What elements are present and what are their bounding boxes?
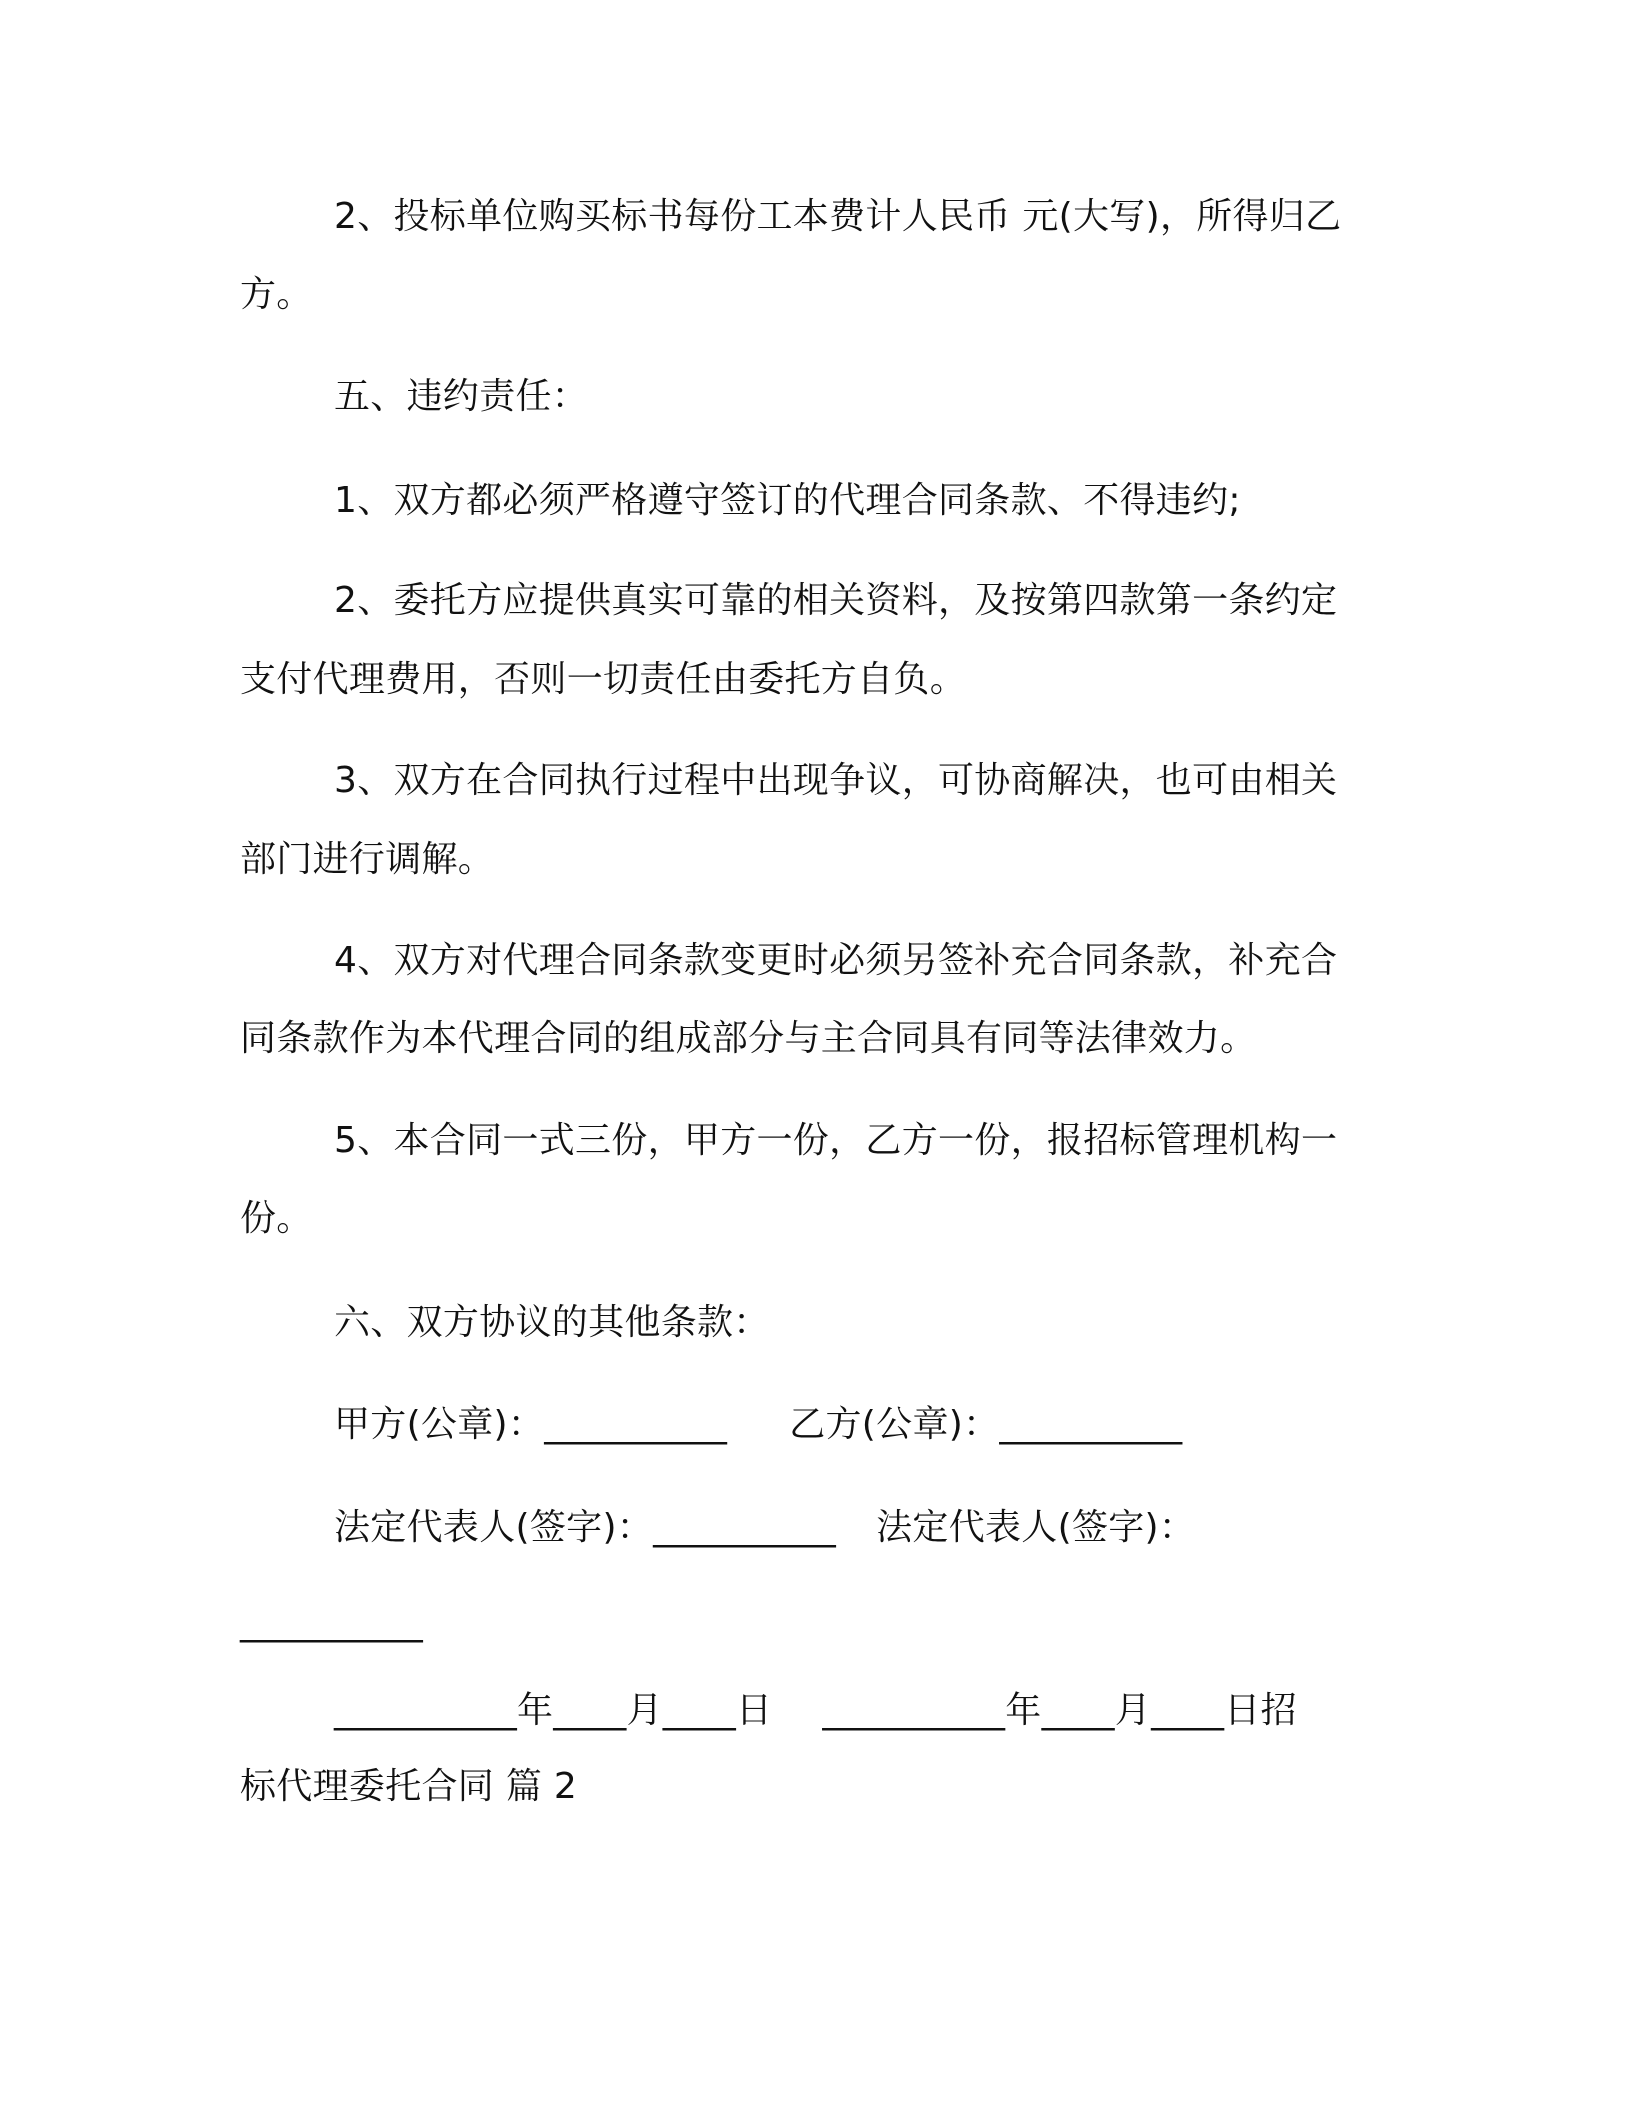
party-b-rep-blank: __________ [240,1602,423,1643]
paragraph-fee-line1: 2、投标单位购买标书每份工本费计人民币 元(大写)，所得归乙 [334,196,1342,237]
signature-seal-row [334,1400,1182,1450]
signature-date-row [334,1686,1297,1736]
section-heading-other-terms: 六、双方协议的其他条款： [334,1302,770,1343]
paragraph-fee-line2: 方。 [240,274,313,315]
signature-rep-row [334,1503,1195,1553]
section-heading-liability: 五、违约责任： [334,376,589,417]
liability-item-3-line2: 部门进行调解。 [240,839,495,880]
party-b-rep-field: 法定代表人(签字)： [876,1507,1196,1548]
party-a-seal-field: 甲方(公章)：__________ [334,1404,728,1445]
liability-item-3-line1: 3、双方在合同执行过程中出现争议，可协商解决，也可由相关 [334,760,1338,801]
liability-item-5-line1: 5、本合同一式三份，甲方一份，乙方一份，报招标管理机构一 [334,1120,1338,1161]
liability-item-4-line2: 同条款作为本代理合同的组成部分与主合同具有同等法律效力。 [240,1018,1257,1059]
liability-item-4-line1: 4、双方对代理合同条款变更时必须另签补充合同条款，补充合 [334,940,1338,981]
liability-item-5-line2: 份。 [240,1198,313,1239]
next-section-title: 标代理委托合同 篇 2 [240,1766,578,1807]
liability-item-1: 1、双方都必须严格遵守签订的代理合同条款、不得违约; [334,480,1241,521]
date-b-field: __________年____月____日招 [822,1690,1297,1731]
date-a-field: __________年____月____日 [334,1690,773,1731]
liability-item-2-line2: 支付代理费用，否则一切责任由委托方自负。 [240,659,967,700]
liability-item-2-line1: 2、委托方应提供真实可靠的相关资料，及按第四款第一条约定 [334,580,1338,621]
party-b-seal-field: 乙方(公章)：__________ [789,1404,1183,1445]
party-a-rep-field: 法定代表人(签字)：__________ [334,1507,837,1548]
